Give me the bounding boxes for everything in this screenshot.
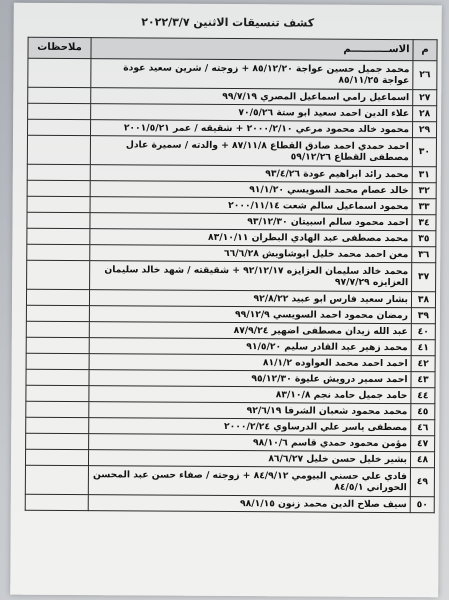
row-notes xyxy=(28,103,91,119)
row-notes xyxy=(28,58,91,87)
row-notes xyxy=(28,87,91,103)
row-num: ٣٤ xyxy=(412,215,436,231)
row-name: محمد محمود شعبان الشرفا ٩٢/٦/١٩ xyxy=(89,402,411,420)
table-header-row xyxy=(28,37,437,60)
row-name: خالد عصام محمد السويسي ٩١/١/٢٠ xyxy=(90,181,412,199)
table-row xyxy=(27,135,436,166)
row-notes xyxy=(26,305,89,321)
row-notes xyxy=(26,321,89,337)
row-name: سيف صلاح الدين محمد زنون ٩٨/١/١٥ xyxy=(88,495,410,513)
row-num: ٣٥ xyxy=(412,231,436,247)
row-name: بشير خليل حسن خليل ٨٦/٦/٢٧ xyxy=(88,450,410,468)
row-notes xyxy=(26,337,89,353)
row-notes xyxy=(27,164,90,180)
row-name: علاء الدين احمد سعيد ابو ستة ٧٠/٥/٢٦ xyxy=(91,104,413,122)
header-name: الاســـــــــــم xyxy=(91,38,413,61)
document-title: كشف تنسيقات الاثنين ٢٠٢٢/٣/٧ xyxy=(141,15,315,30)
names-table xyxy=(25,37,438,513)
row-num: ٤٠ xyxy=(411,324,435,340)
header-num: م xyxy=(413,40,437,61)
header-notes: ملاحظات xyxy=(28,37,91,58)
row-notes xyxy=(27,260,90,289)
row-notes xyxy=(26,417,89,433)
row-num: ٤٩ xyxy=(410,468,434,497)
row-name: احمد سمير درويش عليوة ٩٥/١٢/٣٠ xyxy=(89,370,411,388)
row-notes xyxy=(27,212,90,228)
row-name: مؤمن محمود حمدي قاسم ٩٨/١٠/٦ xyxy=(89,434,411,452)
row-name: محمد خالد سليمان العزايزه ٩٢/١٢/١٧ + شقيقته / شهد خالد سليمان العزايزه ٩٧/٧/٢٩ xyxy=(90,261,412,292)
row-name: محمد زهير عبد القادر سليم ٩١/٥/٢٠ xyxy=(89,338,411,356)
row-num: ٣٠ xyxy=(412,138,436,167)
table-row xyxy=(25,494,434,512)
row-num: ٤٢ xyxy=(411,356,435,372)
row-num: ٣٢ xyxy=(412,183,436,199)
row-notes xyxy=(27,244,90,260)
row-notes xyxy=(26,369,89,385)
table-row xyxy=(25,465,434,496)
row-notes xyxy=(25,494,88,510)
row-num: ٤٦ xyxy=(411,420,435,436)
table-row xyxy=(28,58,437,89)
row-num: ٢٩ xyxy=(412,122,436,138)
row-name: عبد الله زيدان مصطفى اضهير ٨٧/٩/٢٤ xyxy=(89,322,411,340)
row-num: ٣٨ xyxy=(411,292,435,308)
row-num: ٢٧ xyxy=(413,90,437,106)
row-notes xyxy=(26,433,89,449)
row-notes xyxy=(27,228,90,244)
row-num: ٤٨ xyxy=(410,452,434,468)
row-name: محمد جميل حسين عواجة ٨٥/١٢/٢٠ + زوجته / شرين سعيد عودة عواجة ٨٥/١١/٢٥ xyxy=(91,59,413,90)
row-name: مصطفى ياسر علي الدرساوي ٢٠٠٠/٢/٢٤ xyxy=(89,418,411,436)
row-name: اسماعيل رامي اسماعيل المصري ٩٩/٧/١٩ xyxy=(91,88,413,106)
row-name: فادي علي حسني البيومي ٨٤/٩/١٢ + زوجته / صفاء حسن عبد المحسن الحوراني ٨٤/٥/١ xyxy=(88,466,410,497)
row-name: معن احمد محمد خليل ابوشاويش ٦٦/٦/٢٨ xyxy=(90,245,412,263)
row-num: ٤٥ xyxy=(411,404,435,420)
row-name: محمود اسماعيل سالم شعت ٢٠٠٠/١١/١٤ xyxy=(90,197,412,215)
row-num: ٤٧ xyxy=(411,436,435,452)
row-notes xyxy=(26,401,89,417)
row-num: ٢٦ xyxy=(413,61,437,90)
row-name: محمد رائد ابراهيم عودة ٩٣/٤/٢٦ xyxy=(90,165,412,183)
row-notes xyxy=(26,289,89,305)
row-notes xyxy=(27,180,90,196)
document-sheet xyxy=(10,3,442,598)
row-name: محمود خالد محمود مرعي ٢٠٠٠/٢/١٠ + شقيقه / عمر ٢٠٠١/٥/٢١ xyxy=(91,120,413,138)
row-num: ٣٦ xyxy=(412,247,436,263)
row-notes xyxy=(25,449,88,465)
row-name: احمد محمود سالم اسبيتان ٩٣/١٢/٣٠ xyxy=(90,213,412,231)
row-name: محمد مصطفى عبد الهادي البطران ٨٣/١٠/١١ xyxy=(90,229,412,247)
row-name: بشار سعيد فارس ابو عبيد ٩٢/٨/٢٢ xyxy=(89,290,411,308)
row-notes xyxy=(27,135,90,164)
row-name: رمضان محمود احمد السويسي ٩٩/١٢/٩ xyxy=(89,306,411,324)
row-name: احمد حمدي احمد صادق القطاع ٨٧/١١/٨ + والدته / سميرة عادل مصطفى القطاع ٥٩/١٢/٢٦ xyxy=(90,136,412,167)
row-notes xyxy=(26,385,89,401)
row-num: ٣٧ xyxy=(412,263,436,292)
table-row xyxy=(27,260,436,291)
row-notes xyxy=(25,465,88,494)
row-num: ٣٩ xyxy=(411,308,435,324)
row-notes xyxy=(27,196,90,212)
row-notes xyxy=(28,119,91,135)
row-num: ٥٠ xyxy=(410,497,434,513)
row-num: ٤٣ xyxy=(411,372,435,388)
row-num: ٤٤ xyxy=(411,388,435,404)
row-notes xyxy=(26,353,89,369)
row-num: ٤١ xyxy=(411,340,435,356)
row-name: احمد احمد محمد العواوده ٨١/١/٢ xyxy=(89,354,411,372)
table-body xyxy=(25,58,437,512)
row-num: ٣١ xyxy=(412,167,436,183)
row-num: ٣٣ xyxy=(412,199,436,215)
row-num: ٢٨ xyxy=(413,106,437,122)
row-name: حامد جميل حامد نجم ٨٣/١٠/٨ xyxy=(89,386,411,404)
